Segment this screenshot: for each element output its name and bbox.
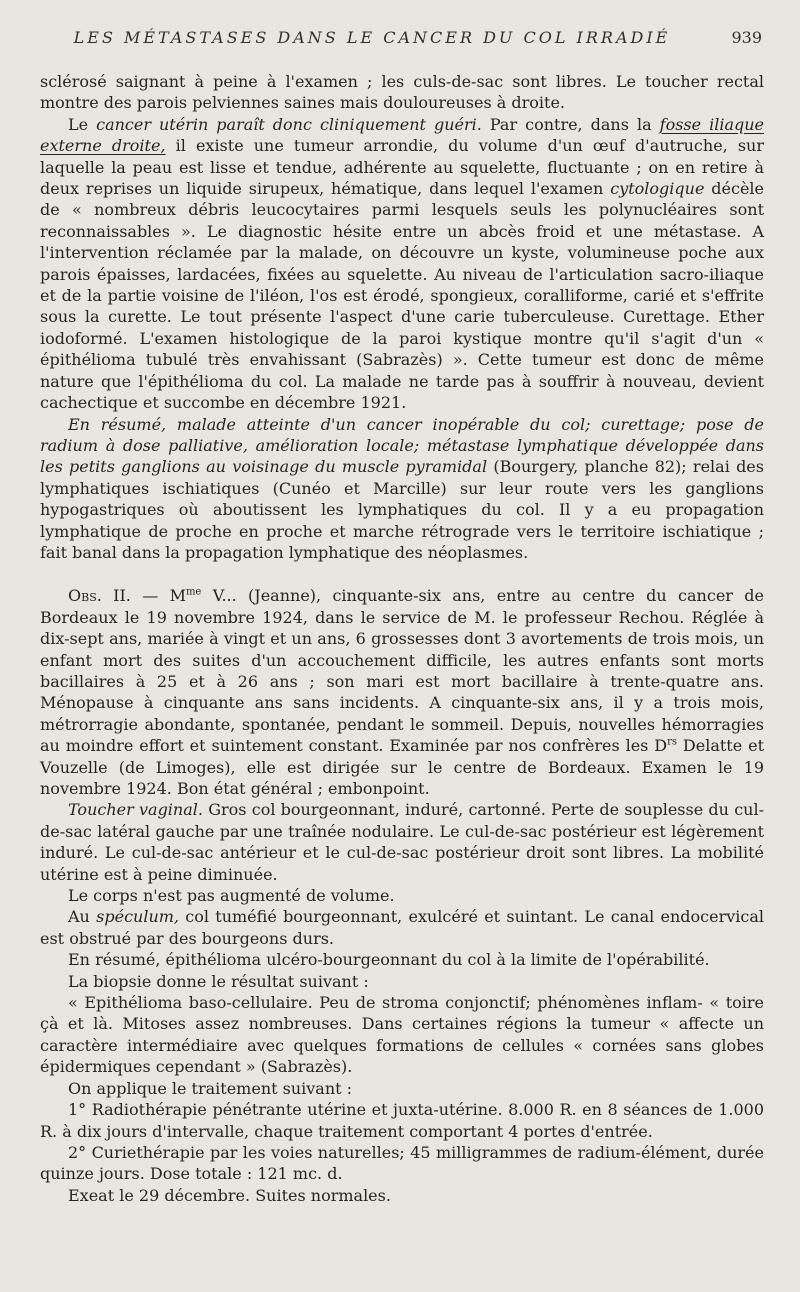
italic-run: Toucher vaginal. [68, 800, 203, 820]
paragraph-2 [40, 114, 764, 414]
superscript: rs [667, 736, 678, 748]
page-number: 939 [731, 28, 762, 47]
page-header [40, 28, 764, 52]
text-run: il existe une tumeur arrondie, du volume d'un œuf d'autruche, sur laquelle la peau est lisse et tendue, adhérente au squelette, fluctuante ; on en retire à deux reprises un liquide sirupeux, hématique, dans lequel l'examen [40, 136, 764, 199]
superscript: me [185, 587, 202, 599]
running-title: LES MÉTASTASES DANS LE CANCER DU COL IRRADIÉ [73, 28, 671, 47]
paragraph-radiotherapy [40, 1099, 764, 1142]
observation-label: Obs. II. [68, 586, 131, 606]
paragraph-curietherapy [40, 1142, 764, 1185]
italic-run: En résumé, malade atteinte d'un cancer inopérable du col; curettage; pose de radium à dose palliative, amélioration locale; métastase lymphatique développée dans les petits ganglions au voisinage du muscle pyramidal [40, 414, 764, 477]
paragraph-speculum [40, 906, 764, 949]
text-run: Le [68, 114, 97, 134]
text-run: On applique le traitement suivant : [68, 1078, 353, 1098]
text-run: col tuméfié bourgeonnant, exulcéré et suintant. Le canal endocervical est obstrué par des bourgeons durs. [40, 907, 764, 948]
paragraph-8 [40, 949, 764, 970]
body-text [40, 71, 764, 1206]
paragraph-observation-2 [40, 585, 764, 799]
text-run: Delatte et Vouzelle (de Limoges), elle est dirigée sur le centre de Bordeaux. Examen le 19 novembre 1924. Bon état général ; embonpoint. [40, 736, 765, 798]
text-run: Le corps n'est pas augmenté de volume. [68, 886, 395, 906]
paragraph-9 [40, 971, 764, 992]
text-run: En résumé, épithélioma ulcéro-bourgeonnant du col à la limite de l'opérabilité. [68, 950, 710, 970]
text-run: — M [130, 586, 186, 606]
text-run: Exeat le 29 décembre. Suites normales. [68, 1185, 391, 1205]
text-run: (Bourgery, planche 82); relai des lymphatiques ischiatiques (Cunéo et Marcille) sur leur route vers les ganglions hypogastriques où aboutissent les lymphatiques du col. Il y a eu propagation lymphatique de proche en proche et marche rétrograde vers le territoire ischiatique ; fait banal dans la propagation lymphatique des néoplasmes. [40, 457, 764, 562]
text-run: décèle de « nombreux débris leucocytaires parmi lesquels seuls les polynucléaires sont reconnaissables ». Le diagnostic hésite entre un abcès froid et une métastase. A l'intervention réclamée par la malade, on découvre un kyste, volumineuse poche aux parois épaisses, lardacées, fixées au squelette. Au niveau de l'articulation sacro-iliaque et de la partie voisine de l'iléon, l'os est érodé, spongieux, coralliforme, carié et s'effrite sous la curette. Le tout présente l'aspect d'une carie tuberculeuse. Curettage. Ether iodoformé. L'examen histologique de la paroi kystique montre qu'il s'agit d'un « épithélioma tubulé très envahissant (Sabrazès) ». Cette tumeur est donc de même nature que l'épithélioma du col. La malade ne tarde pas à souffrir à nouveau, devient cachectique et succombe en décembre 1921. [40, 179, 765, 413]
italic-run: cancer utérin paraît donc cliniquement guéri. [96, 114, 482, 134]
text-run: Par contre, dans la [481, 114, 660, 134]
italic-run: cytologique [610, 179, 705, 199]
text-run: 1° Radiothérapie pénétrante utérine et juxta-utérine. 8.000 R. en 8 séances de 1.000 R. à dix jours d'intervalle, chaque traitement comportant 4 portes d'entrée. [40, 1100, 764, 1141]
paragraph-biopsy-quote [40, 992, 764, 1078]
paragraph-exeat [40, 1185, 764, 1206]
text-run: V... (Jeanne), cinquante-six ans, entre au centre du cancer de Bordeaux le 19 novembre 1924, dans le service de M. le professeur Rechou. Réglée à dix-sept ans, mariée à vingt et un ans, 6 grossesses dont 3 avortements de trois mois, un enfant mort des suites d'un accouchement difficile, les autres enfants sont morts bacillaires à 25 et à 26 ans ; son mari est mort bacillaire à trente-quatre ans. Ménopause à cinquante ans sans incidents. A cinquante-six ans, il y a trois mois, métrorragie abondante, spontanée, pendant le sommeil. Depuis, nouvelles hémorragies au moindre effort et suintement constant. Examinée par nos confrères les D [40, 586, 764, 756]
text-run: sclérosé saignant à peine à l'examen ; les culs-de-sac sont libres. Le toucher rectal montre des parois pelviennes saines mais douloureuses à droite. [40, 72, 764, 113]
paragraph-1 [40, 71, 764, 114]
text-run: « Epithélioma baso-cellulaire. Peu de stroma conjonctif; phénomènes inflam- « toire çà et là. Mitoses assez nombreuses. Dans certaines régions la tumeur « affecte un caractère intermédiaire avec quelques formations de cellules « cornées sans globes épidermiques cependant » (Sabrazès). [40, 993, 764, 1077]
text-run: La biopsie donne le résultat suivant : [68, 971, 369, 991]
italic-run: spéculum, [96, 907, 180, 927]
paragraph-3-summary [40, 414, 764, 564]
paragraph-11 [40, 1078, 764, 1099]
text-run: Au [68, 907, 97, 927]
paragraph-toucher-vaginal [40, 799, 764, 885]
paragraph-6 [40, 885, 764, 906]
text-run: Gros col bourgeonnant, induré, cartonné. Perte de souplesse du cul-de-sac latéral gauche par une traînée nodulaire. Le cul-de-sac postérieur est légèrement induré. Le cul-de-sac antérieur et le cul-de-sac postérieur droit sont libres. La mobilité utérine est à peine diminuée. [40, 800, 764, 884]
underlined-italic-run: fosse iliaque externe droite, [40, 114, 765, 156]
text-run: 2° Curiethérapie par les voies naturelles; 45 milligrammes de radium-élément, durée quinze jours. Dose totale : 121 mc. d. [40, 1142, 764, 1184]
